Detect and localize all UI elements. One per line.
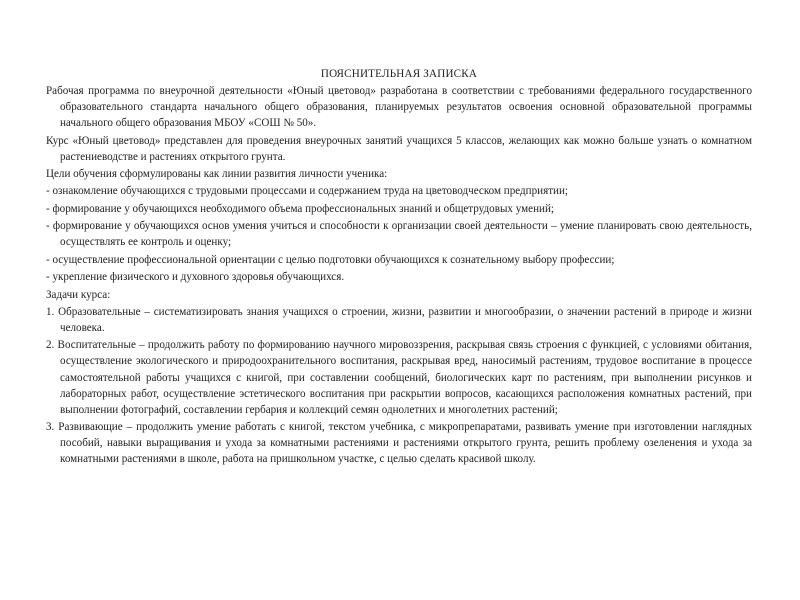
paragraph-program-basis: Рабочая программа по внеурочной деятельности «Юный цветовод» разработана в соответствии с требованиями федерального государственного образовательного стандарта начального общего образования, планируемых результатов освоения основной образовательной программы начального общего образования МБОУ «СОШ № 50».	[46, 85, 752, 130]
paragraph-course-description: Курс «Юный цветовод» представлен для проведения внеурочных занятий учащихся 5 классов, желающих как можно больше узнать о комнатном растениеводстве и растениях открытого грунта.	[46, 134, 752, 163]
list-item-goal-5: - укрепление физического и духовного здоровья обучающихся.	[46, 271, 345, 284]
list-item-goal-4: - осуществление профессиональной ориентации с целью подготовки обучающихся к сознательному выбору профессии;	[46, 253, 615, 266]
list-item-task-developmental: 3. Развивающие – продолжить умение работать с книгой, текстом учебника, с микропрепаратами, развивать умение при изготовлении наглядных пособий, навыки выращивания и ухода за комнатными растениями и растениями открытого грунта, решить проблему озеленения и ухода за комнатными растениями в школе, работа на пришкольном участке, с целью сделать красивой школу.	[46, 421, 752, 466]
list-item-task-upbringing: 2. Воспитательные – продолжить работу по формированию научного мировоззрения, раскрывая связь строения с функцией, с условиями обитания, осуществление экологического и природоохранительного воспитания, раскрывая вред, наносимый растениям, трудовое воспитание в процессе самостоятельной работы учащихся с книгой, при составлении сообщений, биологических карт по растениям, при выполнении рисунков и лабораторных работ, осуществление эстетического воспитания при раскрытии вопросов, касающихся расположения комнатных растений, при выполнении фотографий, составлении гербария и коллекций семян однолетних и многолетних растений;	[46, 339, 752, 416]
list-item-goal-1: - ознакомление обучающихся с трудовыми процессами и содержанием труда на цветоводческом предприятии;	[46, 185, 569, 198]
list-item-goal-2: - формирование у обучающихся необходимого объема профессиональных знаний и общетрудовых умений;	[46, 202, 554, 215]
paragraph-goals-heading: Цели обучения сформулированы как линии развития личности ученика:	[46, 168, 388, 181]
document-title: ПОЯСНИТЕЛЬНАЯ ЗАПИСКА	[320, 68, 478, 80]
list-item-task-educational: 1. Образовательные – систематизировать знания учащихся о строении, жизни, развитии и многообразии, о значении растений в природе и жизни человека.	[46, 305, 752, 334]
paragraph-tasks-heading: Задачи курса:	[46, 288, 111, 301]
list-item-goal-3: - формирование у обучающихся основ умения учиться и способности к организации своей деятельности – умение планировать свою деятельность, осуществлять ее контроль и оценку;	[46, 220, 752, 249]
